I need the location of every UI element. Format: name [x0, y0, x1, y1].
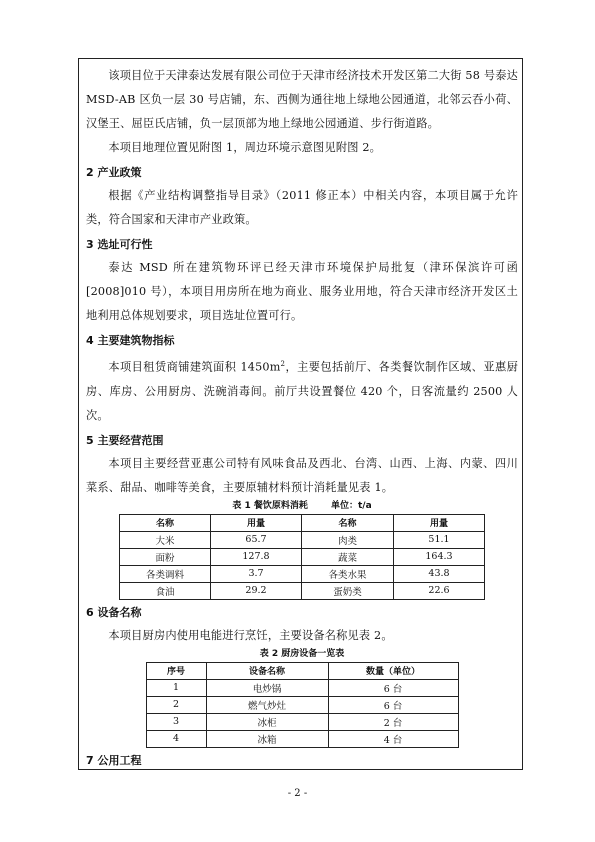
table-row	[120, 565, 485, 582]
project-location-paragraph: 该项目位于天津泰达发展有限公司位于天津市经济技术开发区第二大街 58 号泰达 MSD-AB 区负一层 30 号店铺，东、西侧为通往地上绿地公园通道，北邻云吞小荷、汉堡王、屈臣氏店铺，负一层顶部为地上绿地公园通道、步行街道路。	[86, 69, 518, 130]
table-row	[120, 582, 485, 599]
industry-policy-paragraph: 根据《产业结构调整指导目录》（2011 修正本）中相关内容，本项目属于允许类，符合国家和天津市产业政策。	[86, 189, 518, 226]
table-cell: 冰箱	[206, 730, 328, 747]
table1-unit: 单位：t/a	[331, 500, 372, 511]
page-number: - 2 -	[287, 788, 308, 799]
site-feasibility-paragraph: 泰达 MSD 所在建筑物环评已经天津市环境保护局批复（津环保滨许可函[2008]010 号），本项目用房所在地为商业、服务业用地，符合天津市经济开发区土地利用总体规划要求，项目选址位置可行。	[86, 261, 518, 322]
table-header-cell: 设备名称	[206, 662, 328, 679]
table-header-cell: 名称	[120, 514, 211, 531]
table-row	[146, 696, 458, 713]
section-heading-equipment: 6 设备名称	[86, 605, 142, 619]
table-cell: 面粉	[120, 548, 211, 565]
table-row	[146, 679, 458, 696]
business-scope-paragraph: 本项目主要经营亚惠公司特有风味食品及西北、台湾、山西、上海、内蒙、四川菜系、甜品、咖啡等美食，主要原辅材料预计消耗量见表 1。	[86, 456, 518, 494]
table-cell: 43.8	[394, 565, 485, 582]
table-header-cell: 数量（单位）	[328, 662, 458, 679]
section-heading-industry-policy: 2 产业政策	[86, 166, 142, 179]
table-cell: 127.8	[211, 548, 302, 565]
table-header-row	[120, 514, 485, 531]
table-cell: 4	[146, 730, 206, 747]
table-cell: 蔬菜	[302, 548, 394, 565]
section-heading-site-feasibility: 3 选址可行性	[86, 238, 153, 251]
section-heading-building-indicators: 4 主要建筑物指标	[86, 334, 175, 347]
kitchen-equipment-table	[146, 662, 459, 748]
table-cell: 29.2	[211, 582, 302, 599]
table-header-cell: 用量	[211, 514, 302, 531]
section-heading-business-scope: 5 主要经营范围	[86, 433, 164, 447]
table-cell: 电炒锅	[206, 679, 328, 696]
table1-title: 表 1 餐饮原料消耗	[232, 500, 308, 511]
table-cell: 1	[146, 679, 206, 696]
table-cell: 6 台	[328, 696, 458, 713]
raw-material-consumption-table	[119, 514, 485, 600]
table-header-cell: 序号	[146, 662, 206, 679]
table-cell: 65.7	[211, 531, 302, 548]
table-cell: 164.3	[394, 548, 485, 565]
table-cell: 2 台	[328, 713, 458, 730]
equipment-paragraph: 本项目厨房内使用电能进行烹饪，主要设备名称见表 2。	[108, 628, 393, 642]
table2-caption: 表 2 厨房设备一览表	[259, 648, 345, 659]
table-header-row	[146, 662, 458, 679]
table-cell: 51.1	[394, 531, 485, 548]
section-heading-utilities: 7 公用工程	[86, 753, 142, 767]
map-reference-paragraph: 本项目地理位置见附图 1，周边环境示意图见附图 2。	[108, 141, 382, 154]
table-cell: 4 台	[328, 730, 458, 747]
table-cell: 蛋奶类	[302, 582, 394, 599]
table1-caption	[86, 500, 518, 512]
document-body	[86, 64, 518, 772]
table-cell: 食油	[120, 582, 211, 599]
table-cell: 6 台	[328, 679, 458, 696]
table-header-cell: 用量	[394, 514, 485, 531]
table-cell: 燃气炒灶	[206, 696, 328, 713]
table-cell: 3.7	[211, 565, 302, 582]
table-row	[146, 713, 458, 730]
table-row	[120, 531, 485, 548]
table-cell: 冰柜	[206, 713, 328, 730]
table-cell: 大米	[120, 531, 211, 548]
table-cell: 2	[146, 696, 206, 713]
table-cell: 各类水果	[302, 565, 394, 582]
table-cell: 22.6	[394, 582, 485, 599]
table-row	[120, 548, 485, 565]
table-header-cell: 名称	[302, 514, 394, 531]
building-indicators-paragraph: 本项目租赁商铺建筑面积 $1450m^2$，主要包括前厅、各类餐饮制作区域、亚惠厨房、库房、公用厨房、洗碗消毒间。前厅共设置餐位 420 个，日客流量约 2500 人次。	[86, 360, 518, 422]
table-cell: 肉类	[302, 531, 394, 548]
table-row	[146, 730, 458, 747]
table-cell: 各类调料	[120, 565, 211, 582]
table-cell: 3	[146, 713, 206, 730]
